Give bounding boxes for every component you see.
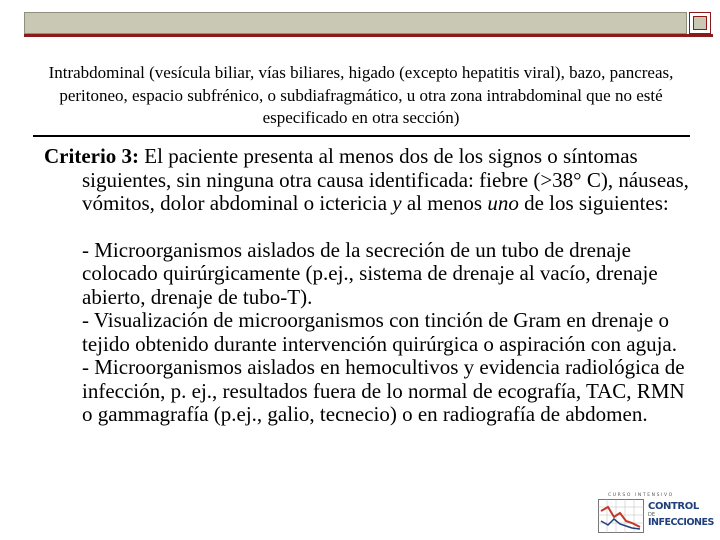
criterion-3 <box>44 145 694 216</box>
criterion-intro-y: y <box>392 191 402 215</box>
logo-course-caption: CURSO INTENSIVO <box>608 493 674 498</box>
title-underline-decoration <box>24 34 713 37</box>
criterion-intro-text-b: al menos <box>401 191 488 215</box>
logo-word-infecciones: INFECCIONES <box>648 517 714 528</box>
criterion-intro <box>44 145 694 216</box>
criteria-list-item: - Microorganismos aislados en hemocultivos y evidencia radiológica de infección, p. ej., resultados fuera de lo normal de ecografía, TAC, RMN o gammagrafía (p.ej., galio, tecnecio) o en radiografía de abdomen. <box>82 355 685 426</box>
logo-word-de: DE <box>648 512 656 518</box>
logo-wordmark <box>648 502 714 528</box>
criterion-label: Criterio 3: <box>44 144 140 168</box>
criteria-list <box>44 239 694 427</box>
criteria-list-item: - Visualización de microorganismos con tinción de Gram en drenaje o tejido obtenido durante intervención quirúrgica o aspiración con aguja. <box>82 308 678 356</box>
logo-word-control: CONTROL <box>648 501 699 512</box>
criterion-intro-text-c: de los siguientes: <box>518 191 669 215</box>
course-logo <box>598 493 714 533</box>
corner-square-decoration <box>689 12 711 34</box>
title-bar-decoration <box>24 12 687 34</box>
criterion-intro-uno: uno <box>487 191 519 215</box>
logo-graph-icon <box>598 499 644 533</box>
criterion-intro-text-a: El paciente presenta al menos dos de los signos o síntomas siguientes, sin ninguna otra causa identificada: fiebre (>38° C), náuseas, vómitos, dolor abdominal o ictericia <box>82 144 689 215</box>
section-heading: Intrabdominal (vesícula biliar, vías biliares, higado (excepto hepatitis viral), bazo, pancreas, peritoneo, espacio subfrénico, o subdiafragmático, u otra zona intrabdominal que no esté especificado en otra sección) <box>48 63 674 127</box>
heading-divider <box>33 135 690 137</box>
criterion-body <box>44 145 694 427</box>
criteria-list-item: - Microorganismos aislados de la secreción de un tubo de drenaje colocado quirúrgicamente (p.ej., sistema de drenaje al vacío, drenaje abierto, drenaje de tubo-T). <box>82 237 658 309</box>
